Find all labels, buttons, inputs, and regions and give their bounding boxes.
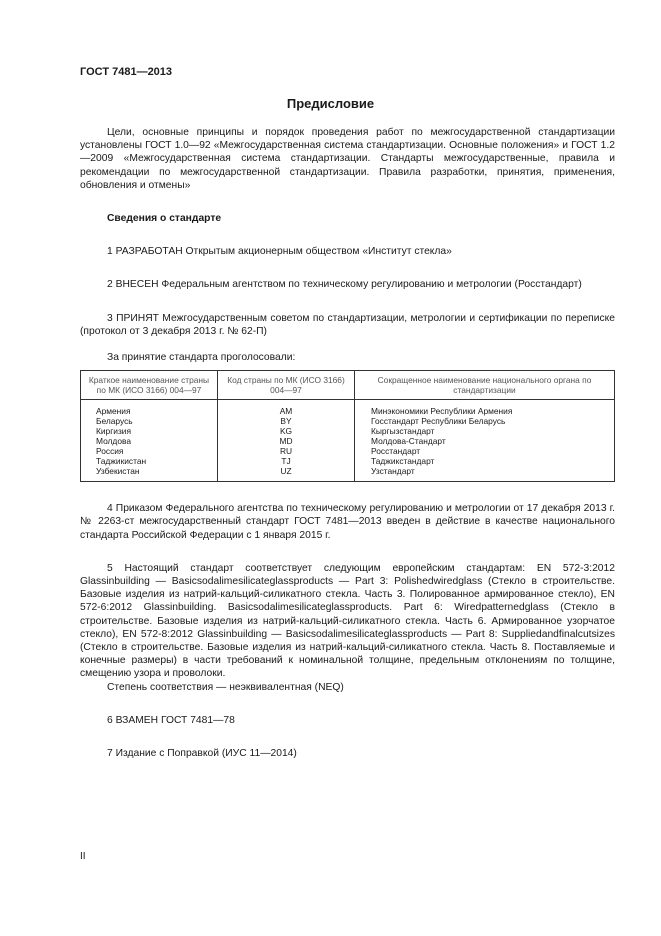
item-3: 3 ПРИНЯТ Межгосударственным советом по стандартизации, метрологии и сертификации по переписке (протокол от 3 декабря 2013 г. № 62-П) [80,312,615,337]
table-row [81,446,615,456]
item-6: 6 ВЗАМЕН ГОСТ 7481—78 [107,714,235,726]
table-row [81,426,615,436]
item-5-degree: Степень соответствия — неэквивалентная (NEQ) [107,681,344,693]
country-cell: Армения [81,400,218,417]
organ-cell: Росстандарт [355,446,615,456]
document-body [80,126,615,760]
code-cell: UZ [218,466,355,482]
item-4: 4 Приказом Федерального агентства по техническому регулированию и метрологии от 17 декабря 2013 г. № 2263-ст межгосударственный стандарт ГОСТ 7481—2013 введен в действие в качестве национального стандарта Российской Федерации с 1 января 2015 г. [80,503,615,541]
organ-cell: Минэкономики Республики Армения [355,400,615,417]
countries-table [80,370,615,482]
organ-cell: Молдова-Стандарт [355,436,615,446]
table-header-row [81,371,615,400]
country-cell: Узбекистан [81,466,218,482]
country-cell: Киргизия [81,426,218,436]
code-cell: RU [218,446,355,456]
country-cell: Молдова [81,436,218,446]
organ-cell: Таджикстандарт [355,456,615,466]
item-1: 1 РАЗРАБОТАН Открытым акционерным обществом «Институт стекла» [107,246,452,258]
country-cell: Беларусь [81,416,218,426]
table-row [81,400,615,417]
code-cell: AM [218,400,355,417]
code-cell: MD [218,436,355,446]
table-row [81,456,615,466]
organ-cell: Кыргызстандарт [355,426,615,436]
country-cell: Россия [81,446,218,456]
table-row [81,436,615,446]
page-number: II [80,851,86,862]
document-code: ГОСТ 7481—2013 [80,66,173,78]
organ-cell: Госстандарт Республики Беларусь [355,416,615,426]
item-2: 2 ВНЕСЕН Федеральным агентством по техническому регулированию и метрологии (Росстандарт) [107,279,582,291]
table-row [81,416,615,426]
item-7: 7 Издание с Поправкой (ИУС 11—2014) [107,748,297,760]
intro-paragraph: Цели, основные принципы и порядок проведения работ по межгосударственной стандартизации установлены ГОСТ 1.0—92 «Межгосударственная система стандартизации. Основные положения» и ГОСТ 1.2—2009 «Межгосударственная система стандартизации. Стандарты межгосударственные, правила и рекомендации по межгосударственной стандартизации. Правила разработки, принятия, применения, обновления и отмены» [80,127,615,191]
column-header-country: Краткое наименование страны по МК (ИСО 3166) 004—97 [81,371,218,400]
organ-cell: Узстандарт [355,466,615,482]
code-cell: TJ [218,456,355,466]
column-header-organ: Сокращенное наименование национального органа по стандартизации [355,371,615,400]
vote-caption: За принятие стандарта проголосовали: [107,352,296,364]
section-heading: Сведения о стандарте [107,213,222,225]
country-cell: Таджикистан [81,456,218,466]
page-title: Предисловие [286,96,375,111]
code-cell: BY [218,416,355,426]
code-cell: KG [218,426,355,436]
column-header-code: Код страны по МК (ИСО 3166) 004—97 [218,371,355,400]
item-5: 5 Настоящий стандарт соответствует следующим европейским стандартам: EN 572-3:2012 Glassinbuilding — Basicsodalimesilicateglassproducts — Part 3: Polishedwiredglass (Стекло в строительстве. Базовые изделия из натрий-кальций-силикатного стекла. Часть 3. Полированное армированное стекло), EN 572-6:2012 Glassinbuilding. Basicsodalimesilicateglassproducts. Part 6: Wiredpatternedglass (Стекло в строительстве. Базовые изделия из натрий-кальций-силикатного стекла. Часть 6. Армированное узорчатое стекло), EN 572-8:2012 Glassinbuilding — Basicsodalimesilicateglassproducts — Part 8: Suppliedandfinalcutsizes (Стекло в строительстве. Базовые изделия из натрий-кальций-силикатного стекла. Часть 8. Поставляемые и конечные размеры) в части требований к номинальной толщине, предельным отклонениям по толщине, смещению узора и проволоки. [80,562,615,680]
table-row [81,466,615,482]
